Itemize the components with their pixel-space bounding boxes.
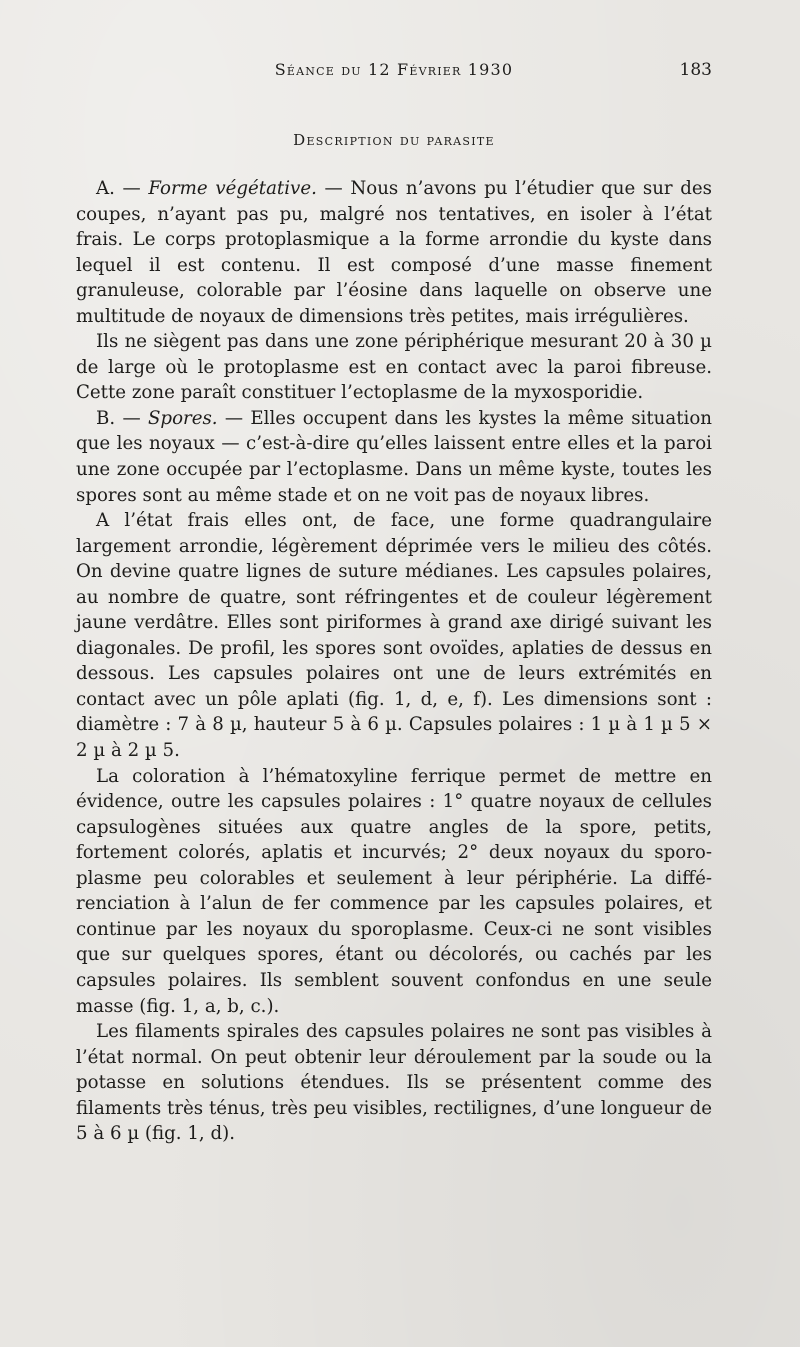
paragraph-spores [76,406,712,508]
paragraph-forme-vegetative [76,176,712,329]
page-number: 183 [679,60,712,80]
running-title: Séance du 12 Février 1930 [274,60,514,79]
paragraph-label: A. — [96,178,149,199]
paragraph-heading: Spores. [147,407,218,429]
paragraph-filaments [76,1019,712,1147]
body-text [76,176,712,1147]
paragraph-text: Les filaments spirales des capsules polaires ne sont pas visibles à l’état normal. On peut obtenir leur déroulement par la soude ou la potasse en solutions étendues. Ils se présentent comme des filaments très ténus, très peu visibles, rectilignes, d’une longueur de 5 à 6 µ (fig. 1, d). [76,1021,712,1145]
section-title: Description du parasite [293,131,495,149]
paragraph-text: La coloration à l’hématoxyline ferrique permet de mettre en évidence, outre les capsules polaires : 1° quatre noyaux de cellules capsulogènes situées aux quatre angles de la spore, petits, fortement colorés, aplatis et incurvés; 2° deux noyaux du sporoplasme peu colorables et seulement à leur périphérie. La différenciation à l’alun de fer commence par les capsules polaires, et continue par les noyaux du sporoplasme. Ceux-ci ne sont visibles que sur quelques spores, étant ou décolorés, ou cachés par les capsules polaires. Ils semblent souvent confondus en une seule masse (fig. 1, a, b, c.). [76,765,712,1017]
paragraph-coloration [76,764,712,1019]
paragraph-etat-frais [76,508,712,763]
paragraph-text: A l’état frais elles ont, de face, une forme quadrangulaire largement arrondie, légèrement déprimée vers le milieu des côtés. On devine quatre lignes de suture médianes. Les capsules polaires, au nombre de quatre, sont réfringentes et de couleur légèrement jaune verdâtre. Elles sont piriformes à grand axe dirigé suivant les diagonales. De profil, les spores sont ovoïdes, aplaties de dessus en dessous. Les capsules polaires ont une de leurs extrémités en contact avec un pôle aplati (fig. 1, d, e, f). Les dimensions sont : diamètre : 7 à 8 µ, hauteur 5 à 6 µ. Capsules polaires : 1 µ à 1 µ 5 × 2 µ à 2 µ 5. [76,510,712,762]
running-head [76,60,712,90]
paragraph-zone [76,329,712,406]
paragraph-text: Ils ne siègent pas dans une zone périphérique mesurant 20 à 30 µ de large où le protoplasme est en contact avec la paroi fibreuse. Cette zone paraît constituer l’ectoplasme de la myxosporidie. [76,331,712,404]
paragraph-heading: Forme végétative. [148,178,317,199]
paragraph-label: B. — [96,407,148,429]
paragraph-text: — Nous n’avons pu l’étudier que sur des coupes, n’ayant pas pu, malgré nos tentatives, en isoler à l’état frais. Le corps protoplasmique a la forme arrondie du kyste dans lequel il est contenu. Il est composé d’une masse finement granuleuse, colorable par l’éosine dans laquelle on observe une multitude de noyaux de dimensions très petites, mais irrégulières. [76,178,712,327]
paragraph-text: — Elles occupent dans les kystes la même situation que les noyaux — c’est-à-dire qu’elles laissent entre elles et la paroi une zone occupée par l’ectoplasme. Dans un même kyste, toutes les spores sont au même stade et on ne voit pas de noyaux libres. [76,407,713,506]
